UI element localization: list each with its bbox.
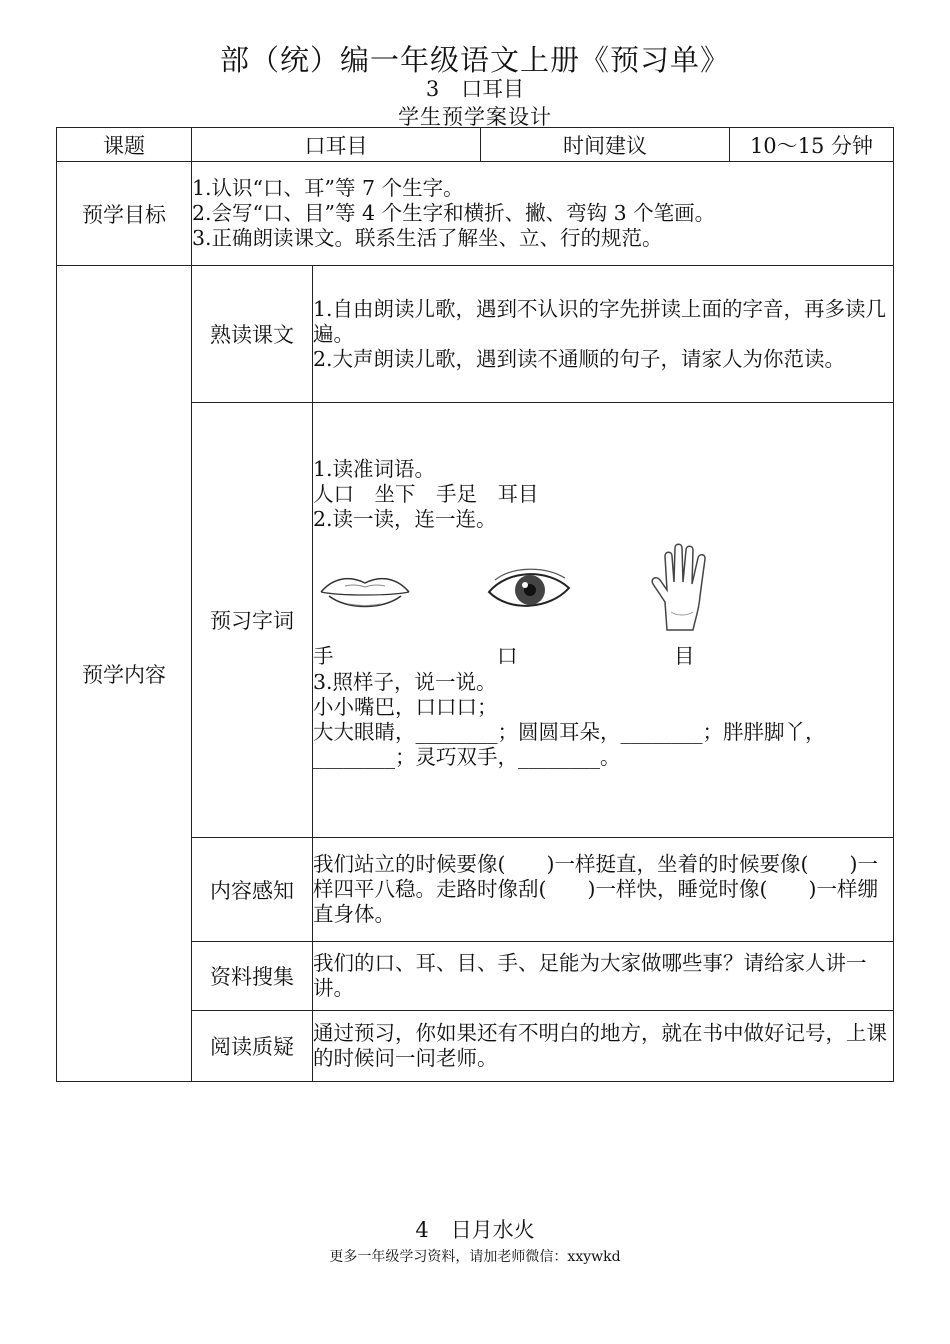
research-label: 资料搜集 — [192, 942, 313, 1011]
topic-label: 课题 — [57, 128, 192, 162]
words-item-1: 1.读准词语。 — [313, 456, 436, 481]
lesson-heading — [0, 73, 950, 103]
words-item-2: 2.读一读，连一连。 — [313, 506, 497, 531]
eye-icon — [485, 566, 573, 616]
reading-cell — [313, 266, 894, 403]
document-subtitle: 学生预学案设计 — [398, 105, 552, 129]
goals-cell — [192, 162, 894, 266]
preview-table — [56, 127, 894, 1082]
time-label: 时间建议 — [481, 128, 730, 162]
goals-label: 预学目标 — [57, 162, 192, 266]
next-lesson-name: 日月水火 — [450, 1218, 535, 1242]
reading-item: 2.大声朗读儿歌，遇到读不通顺的句子，请家人为你范读。 — [313, 346, 846, 371]
perception-text: 我们站立的时候要像( )一样挺直，坐着的时候要像( )一样四平八稳。走路时像刮( )一样快，睡觉时像( )一样绷直身体。 — [313, 838, 894, 942]
words-cell — [313, 403, 894, 838]
research-text: 我们的口、耳、目、手、足能为大家做哪些事？请给家人讲一讲。 — [313, 942, 894, 1011]
content-label: 预学内容 — [57, 266, 192, 1082]
words-item-3: 3.照样子，说一说。 — [313, 669, 497, 694]
topic-value: 口耳目 — [192, 128, 481, 162]
goal-item: 3.正确朗读课文。联系生活了解坐、立、行的规范。 — [192, 226, 663, 250]
footer-note: 更多一年级学习资料，请加老师微信：xxywkd — [329, 1249, 621, 1265]
time-value: 10～15 分钟 — [730, 128, 894, 162]
fill-in-line: 大大眼睛，________；圆圆耳朵，________；胖胖脚丫，________；灵巧双手，________。 — [313, 719, 826, 769]
perception-label: 内容感知 — [192, 838, 313, 942]
words-list: 人口 坐下 手足 耳目 — [313, 481, 539, 506]
lesson-number: 3 — [425, 77, 440, 101]
matching-characters — [313, 644, 893, 670]
next-lesson-number: 4 — [415, 1218, 429, 1242]
example-line: 小小嘴巴，口口口； — [313, 694, 498, 719]
questions-label: 阅读质疑 — [192, 1011, 313, 1082]
match-char: 手 — [313, 643, 334, 668]
lesson-name: 口耳目 — [461, 77, 525, 101]
reading-label: 熟读课文 — [192, 266, 313, 403]
match-char: 目 — [674, 643, 695, 668]
reading-item: 1.自由朗读儿歌，遇到不认识的字先拼读上面的字音，再多读几遍。 — [313, 296, 887, 346]
lips-icon — [319, 572, 411, 614]
goal-item: 1.认识“口、耳”等 7 个生字。 — [192, 176, 464, 200]
next-lesson-heading — [0, 1214, 950, 1244]
hand-icon — [647, 542, 721, 634]
questions-text: 通过预习，你如果还有不明白的地方，就在书中做好记号，上课的时候问一问老师。 — [313, 1011, 894, 1082]
match-char: 口 — [497, 643, 518, 668]
document-title: 部（统）编一年级语文上册《预习单》 — [219, 43, 730, 77]
matching-pictures — [313, 546, 893, 644]
words-label: 预习字词 — [192, 403, 313, 838]
goal-item: 2.会写“口、目”等 4 个生字和横折、撇、弯钩 3 个笔画。 — [192, 201, 716, 225]
